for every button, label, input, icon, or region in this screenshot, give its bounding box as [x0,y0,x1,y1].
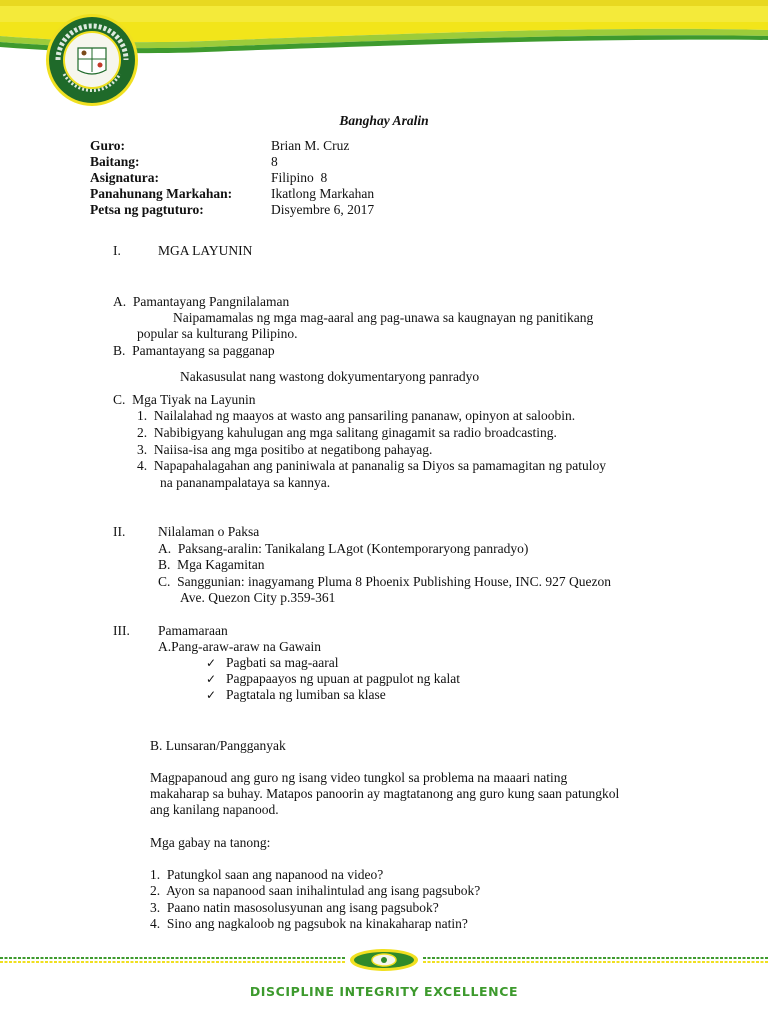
section-a-line1: Naipamamalas ng mga mag-aaral ang pag-unawa sa kaugnayan ng panitikang [173,310,594,325]
section-a-label: A. Pamantayang Pangnilalaman [113,294,290,309]
footer-divider [0,945,768,975]
guide-questions-label: Mga gabay na tanong: [150,835,271,850]
section2-number: II. [113,524,126,539]
section1-title: MGA LAYUNIN [158,243,253,258]
college-logo [44,12,140,108]
question-1: 1. Patungkol saan ang napanood na video? [150,867,384,882]
section-b-label: B. Pamantayang sa pagganap [113,343,275,358]
objective-item-4: 4. Napapahalagahan ang paniniwala at pananalig sa Diyos sa pamamagitan ng patuloy [137,458,606,473]
check-item-2: ✓ Pagpapaayos ng upuan at pagpulot ng kalat [226,671,460,687]
question-3: 3. Paano natin masosolusyunan ang isang pagsubok? [150,900,439,915]
info-value-asignatura: Filipino 8 [271,170,328,185]
subsection-b-title: B. Lunsaran/Pangganyak [150,738,286,753]
info-label-guro: Guro: [90,138,126,153]
footer-motto: DISCIPLINE INTEGRITY EXCELLENCE [249,984,519,999]
objective-item-4-cont: na pananampalataya sa kannya. [160,475,331,490]
objective-item-2: 2. Nabibigyang kahulugan ang mga salitang ginagamit sa radio broadcasting. [137,425,557,440]
paragraph-line-1: Magpapanoud ang guro ng isang video tungkol sa problema na maaari nating [150,770,568,785]
subsection-a-title: A.Pang-araw-araw na Gawain [158,639,322,654]
section1-number: I. [113,243,121,258]
info-value-baitang: 8 [271,154,278,169]
section-c-label: C. Mga Tiyak na Layunin [113,392,256,407]
question-2: 2. Ayon sa napanood saan inihalintulad ang isang pagsubok? [150,883,481,898]
section-a-line2: popular sa kulturang Pilipino. [137,326,298,341]
info-value-petsa: Disyembre 6, 2017 [271,202,375,217]
section-b-text: Nakasusulat nang wastong dokyumentaryong panradyo [180,369,480,384]
info-label-markahan: Panahunang Markahan: [90,186,233,201]
check-item-1: ✓ Pagbati sa mag-aaral [226,655,338,671]
section3-number: III. [113,623,130,638]
content-item-c-cont: Ave. Quezon City p.359-361 [180,590,336,605]
info-label-baitang: Baitang: [90,154,140,169]
info-value-guro: Brian M. Cruz [271,138,350,153]
content-item-b: B. Mga Kagamitan [158,557,265,572]
section3-title: Pamamaraan [158,623,228,638]
info-label-asignatura: Asignatura: [90,170,160,185]
objective-item-3: 3. Naiisa-isa ang mga positibo at negatibong pahayag. [137,442,433,457]
info-value-markahan: Ikatlong Markahan [271,186,375,201]
content-item-a: A. Paksang-aralin: Tanikalang LAgot (Kontemporaryong panradyo) [158,541,529,556]
paragraph-line-3: ang kanilang napanood. [150,802,279,817]
paragraph-line-2: makaharap sa buhay. Matapos panoorin ay magtatanong ang guro kung saan patungkol [150,786,620,801]
question-4: 4. Sino ang nagkaloob ng pagsubok na kinakaharap natin? [150,916,468,931]
section2-title: Nilalaman o Paksa [158,524,260,539]
info-label-petsa: Petsa ng pagtuturo: [90,202,204,217]
content-item-c: C. Sanggunian: inagyamang Pluma 8 Phoenix Publishing House, INC. 927 Quezon [158,574,611,589]
objective-item-1: 1. Nailalahad ng maayos at wasto ang pansariling pananaw, opinyon at saloobin. [137,408,576,423]
document-title: Banghay Aralin [339,113,429,128]
check-item-3: ✓ Pagtatala ng lumiban sa klase [226,687,386,703]
